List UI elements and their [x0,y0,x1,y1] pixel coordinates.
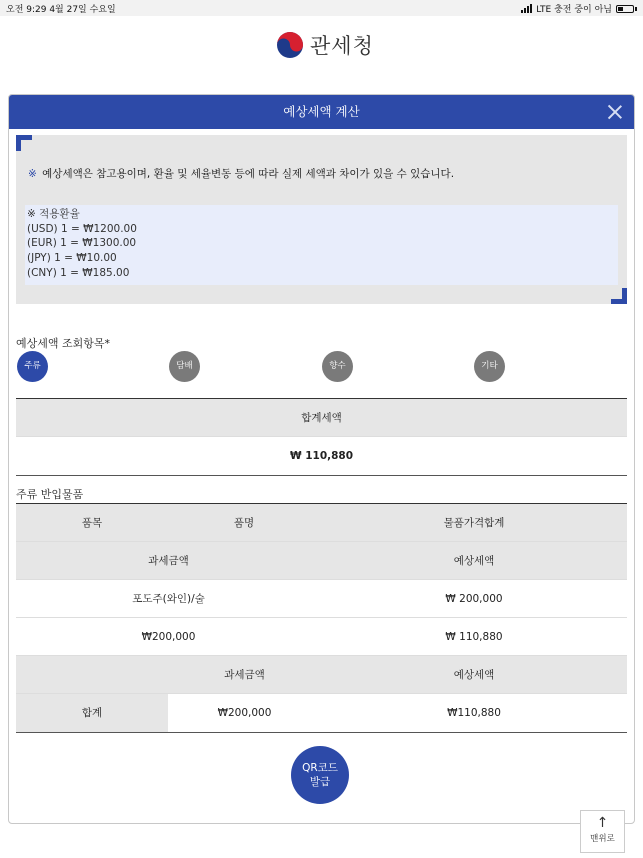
item-row [16,580,627,618]
col-header-tax-base: 과세금액 [148,555,189,567]
rate-eur: (EUR) 1 = ₩1300.00 [27,237,137,250]
sum-row [16,694,627,732]
status-right [521,2,637,15]
logo-text: 관세청 [310,34,374,58]
item-price-total: ₩ 200,000 [445,593,503,605]
categories-title: 예상세액 조회항목* [16,337,111,350]
tax-estimate-modal [8,94,635,824]
total-tax-table [16,398,627,476]
category-button-other[interactable]: 기타 [474,351,505,382]
item-name: 포도주(와인)/술 [132,593,205,605]
category-button-perfume[interactable]: 향수 [322,351,353,382]
item-tax-base: ₩200,000 [141,631,196,643]
rate-cny: (CNY) 1 = ₩185.00 [27,266,130,279]
qr-button-line1: QR코드 [302,762,338,774]
sum-estimated-tax: ₩110,880 [447,707,501,719]
sum-header-tax-base: 과세금액 [224,669,265,681]
arrow-up-icon: ↑ [596,815,609,831]
battery-icon [616,5,634,13]
qr-code-issue-button[interactable] [291,746,349,804]
notice-message: 예상세액은 참고용이며, 환율 및 세율변동 등에 따라 실제 세액과 차이가 있을 수 있습니다. [42,168,455,180]
item-estimated-tax: ₩ 110,880 [445,631,503,643]
exchange-rates-box [25,205,618,285]
kcs-logo [276,30,374,60]
rate-usd: (USD) 1 = ₩1200.00 [27,222,137,235]
notice-text [28,166,454,181]
scroll-to-top-button[interactable] [580,810,625,853]
col-header-estimated-tax: 예상세액 [453,555,495,567]
items-title: 주류 반입물품 [16,488,84,501]
sum-header-row [16,656,627,694]
total-header-row [16,399,627,437]
items-header-row-1 [16,504,627,542]
modal-header [9,95,634,129]
close-icon[interactable] [606,103,624,121]
rates-title: ※ 적용환율 [27,208,80,220]
items-header-row-2 [16,542,627,580]
corner-decoration [16,135,32,151]
items-table [16,503,627,733]
corner-decoration [611,288,627,304]
signal-icon [521,4,532,13]
col-header-item: 품목 [81,517,103,529]
status-bar [0,0,643,16]
status-network-text: LTE 충전 중이 아님 [536,5,612,15]
scroll-to-top-label: 맨위로 [590,834,615,844]
sum-label: 합계 [16,694,168,732]
notice-mark: ※ [28,168,37,180]
item-row [16,618,627,656]
qr-button-line2: 발급 [309,776,331,788]
total-value-row [16,437,627,475]
modal-title: 예상세액 계산 [283,104,360,119]
category-button-liquor[interactable]: 주류 [17,351,48,382]
status-time-date: 오전 9:29 4월 27일 수요일 [6,5,116,15]
total-header: 합계세액 [301,412,342,424]
col-header-name: 품명 [233,517,255,529]
notice-box [16,135,627,304]
rate-jpy: (JPY) 1 = ₩10.00 [27,252,117,265]
col-header-price-total: 물품가격합계 [443,517,505,529]
category-button-tobacco[interactable]: 담배 [169,351,200,382]
taegeuk-icon [276,31,304,59]
sum-header-estimated-tax: 예상세액 [453,669,495,681]
total-value: ₩ 110,880 [289,450,354,462]
sum-tax-base: ₩200,000 [217,707,272,719]
